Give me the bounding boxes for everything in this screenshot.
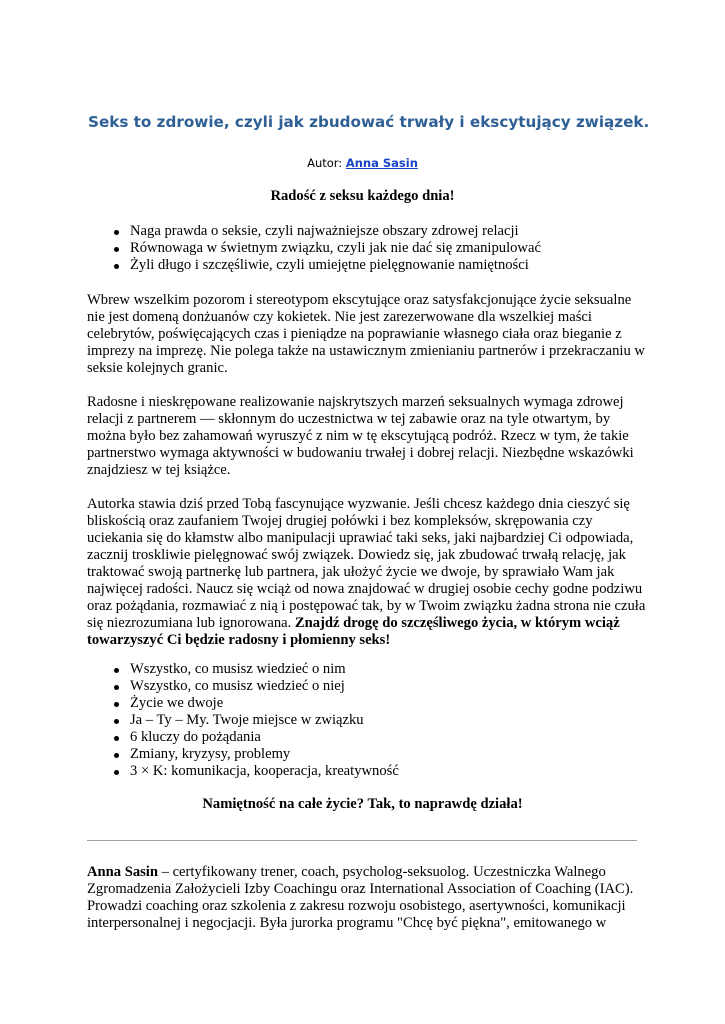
bio-name: Anna Sasin bbox=[87, 864, 158, 880]
paragraph-2: Radosne i nieskrępowane realizowanie najskrytszych marzeń seksualnych wymaga zdrowej relacji z partnerem — skłonnym do uczestnictwa w tej zabawie oraz na tyle otwartym, by można było bez zahamowań wyruszyć z nim w tę ekscytującą podróż. Rzecz w tym, że takie partnerstwo wymaga aktywności w budowaniu trwałej i dobrej relacji. Niezbędne wskazówki znajdziesz w tej książce. bbox=[87, 394, 634, 478]
list-item bbox=[87, 712, 647, 729]
author-label: Autor: bbox=[307, 156, 343, 170]
paragraph-3 bbox=[87, 496, 647, 649]
list-item-text: 6 kluczy do pożądania bbox=[130, 729, 261, 745]
list-item-text: Wszystko, co musisz wiedzieć o nim bbox=[130, 661, 346, 677]
list-item bbox=[87, 763, 647, 780]
paragraph-3-emphasis: Znajdź drogę do szczęśliwego życia, w którym wciąż towarzyszyć Ci będzie radosny i płomienny seks! bbox=[87, 615, 620, 648]
bio-text: – certyfikowany trener, coach, psycholog-seksuolog. Uczestniczka Walnego Zgromadzenia Założycieli Izby Coachingu oraz International Association of Coaching (IAC). Prowadzi coaching oraz szkolenia z zakresu rozwoju osobistego, asertywności, komunikacji interpersonalnej i negocjacji. Była jurorka programu "Chcę być piękna", emitowanego w bbox=[87, 864, 634, 931]
intro-bullet-list bbox=[87, 223, 647, 274]
bullet-icon bbox=[114, 247, 119, 252]
list-item-text: Zmiany, kryzysy, problemy bbox=[130, 746, 291, 762]
bullet-icon bbox=[114, 230, 119, 235]
author-line bbox=[0, 156, 725, 170]
list-item-text: Żyli długo i szczęśliwie, czyli umiejętne pielęgnowanie namiętności bbox=[130, 257, 529, 273]
horizontal-divider bbox=[87, 840, 637, 841]
bullet-icon bbox=[114, 685, 119, 690]
paragraph-1: Wbrew wszelkim pozorom i stereotypom ekscytujące oraz satysfakcjonujące życie seksualne nie jest domeną donżuanów czy kokietek. Nie jest zarezerwowane dla wszelkiej maści celebrytów, poświęcających czas i pieniądze na poprawianie własnego ciała oraz bieganie z imprezy na imprezę. Nie polega także na ustawicznym zmienianiu partnerów i przekraczaniu w seksie kolejnych granic. bbox=[87, 292, 645, 376]
list-item bbox=[87, 695, 647, 712]
list-item-text: 3 × K: komunikacja, kooperacja, kreatywność bbox=[130, 763, 399, 779]
contents-bullet-list bbox=[87, 661, 647, 780]
author-bio bbox=[87, 864, 647, 932]
list-item bbox=[87, 746, 647, 763]
list-item bbox=[87, 223, 647, 240]
paragraph-3-text: Autorka stawia dziś przed Tobą fascynujące wyzwanie. Jeśli chcesz każdego dnia cieszyć się bliskością oraz zaufaniem Twojej drugiej połówki i bez kompleksów, skrępowania czy uciekania się do kłamstw albo manipulacji uprawiać taki seks, jaki najbardziej Ci odpowiada, zacznij troskliwie pielęgnować swój związek. Dowiedz się, jak zbudować trwałą relację, jak traktować swoją partnerkę lub partnera, jak ułożyć życie we dwoje, by sprawiało Wam jak najwięcej radości. Naucz się wciąż od nowa znajdować w drugiej osobie cechy godne podziwu oraz pożądania, rozmawiać z nią i postępować tak, by w Twoim związku żadna strona nie czuła się niezrozumiana lub ignorowana. bbox=[87, 496, 646, 631]
bullet-icon bbox=[114, 668, 119, 673]
list-item bbox=[87, 661, 647, 678]
bullet-icon bbox=[114, 702, 119, 707]
bullet-icon bbox=[114, 736, 119, 741]
bullet-icon bbox=[114, 753, 119, 758]
subtitle: Radość z seksu każdego dnia! bbox=[270, 188, 455, 204]
list-item-text: Naga prawda o seksie, czyli najważniejsze obszary zdrowej relacji bbox=[130, 223, 519, 239]
list-item-text: Równowaga w świetnym związku, czyli jak nie dać się zmanipulować bbox=[130, 240, 541, 256]
list-item bbox=[87, 257, 647, 274]
list-item-text: Życie we dwoje bbox=[130, 695, 224, 711]
bullet-icon bbox=[114, 719, 119, 724]
list-item-text: Wszystko, co musisz wiedzieć o niej bbox=[130, 678, 345, 694]
bullet-icon bbox=[114, 264, 119, 269]
document-title: Seks to zdrowie, czyli jak zbudować trwały i ekscytujący związek. bbox=[88, 113, 650, 131]
list-item-text: Ja – Ty – My. Twoje miejsce w związku bbox=[130, 712, 364, 728]
list-item bbox=[87, 240, 647, 257]
author-link[interactable]: Anna Sasin bbox=[345, 156, 418, 170]
list-item bbox=[87, 729, 647, 746]
list-item bbox=[87, 678, 647, 695]
bullet-icon bbox=[114, 770, 119, 775]
closing-line: Namiętność na całe życie? Tak, to naprawdę działa! bbox=[202, 796, 523, 812]
